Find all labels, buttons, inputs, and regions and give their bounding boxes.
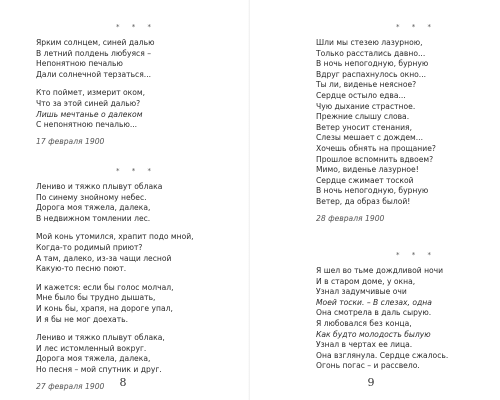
poem-line: Огонь погас – и рассвело. [316, 361, 420, 371]
poem-line: А там, далеко, из-за чащи лесной [36, 253, 172, 263]
poem-line: Прежние слышу слова. [316, 112, 410, 122]
poem-line: Слезы мешает с дождем... [316, 133, 424, 143]
poem-line: Ярким солнцем, синей далью [36, 38, 155, 47]
poem-line: Лениво и тяжко плывут облака [36, 182, 163, 191]
poem-line: В летний полдень любуяся – [36, 48, 152, 58]
poem-line: В ночь непогодную, бурную [316, 59, 429, 69]
poem-line: Мне было бы трудно дышать, [36, 293, 156, 303]
poem-line: Я любовался без конца, [316, 318, 412, 328]
poem-line: Непонятною печалью [36, 59, 123, 69]
poem-line: Узнал задумчивые очи [316, 287, 407, 297]
poem [36, 166, 236, 391]
poem-line: Лениво и тяжко плывут облака, [36, 333, 165, 343]
poem-body [316, 266, 500, 372]
poem-line: Когда-то родимый приют? [36, 242, 143, 252]
poem-line: И я бы не мог доехать. [36, 314, 129, 324]
poem-line: С непонятною печалью... [36, 120, 138, 130]
poem-body [36, 182, 236, 376]
poem-line: Но песня – мой спутник и друг. [36, 364, 162, 374]
poem-line: Шли мы стезею лазурною, [316, 38, 423, 47]
poem-line: Сердце сжимает тоской [316, 175, 414, 185]
poem-line: Хочешь обнять на прощание? [316, 143, 436, 153]
poem-date: 28 февраля 1900 [316, 213, 385, 223]
poem-line: По синему знойному небес. [36, 192, 147, 202]
poem-line: Мимо, виденье лазурное! [316, 165, 419, 175]
poem-line: Узнал в чертах ее лица. [316, 340, 413, 350]
poem-separator-stars: * * * [116, 167, 156, 175]
poem-line: Мой конь утомился, храпит подо мной, [36, 232, 194, 242]
poem-line: Дорога моя тяжела, далека, [36, 203, 151, 213]
poem-line: Она смотрела в даль сырую. [316, 308, 432, 318]
stanza-break [36, 275, 236, 283]
poem-line: Как будто молодость былую [316, 329, 431, 339]
poem-line: Дали солнечной терзаться... [36, 69, 152, 79]
poem-body [316, 38, 500, 208]
stanza-break [36, 224, 236, 232]
poem-separator-stars: * * * [116, 23, 156, 31]
poem [316, 250, 500, 372]
poem-line: Кто поймет, измерит оком, [36, 88, 146, 98]
poem-line: И конь бы, храпя, на дороге упал, [36, 303, 173, 313]
poem-line: Вдруг распахнулось окно... [316, 69, 427, 79]
poem-line: Ветер, да образ былой! [316, 196, 411, 206]
poem-separator-stars: * * * [396, 251, 436, 259]
poem-date: 17 февраля 1900 [36, 136, 105, 146]
poem-line: И в старом доме, у окна, [316, 276, 416, 286]
poem-line: В ночь непогодную, бурную [316, 186, 429, 196]
poem-line: В недвижном томлении лес. [36, 213, 151, 223]
poem-line: Она взглянула. Сердце сжалось. [316, 350, 449, 360]
poem-line: Какую-то песню поют. [36, 264, 127, 274]
poem-line: Дорога моя тяжела, далека, [36, 354, 151, 364]
poem-line: Что за этой синей далью? [36, 98, 141, 108]
poem-line: Чую дыхание страстное. [316, 101, 416, 111]
stanza-break [36, 80, 236, 88]
poem-line: Только расстались давно... [316, 48, 426, 58]
poem-line: Ты ли, виденье неясное? [316, 80, 417, 90]
poem-line: И кажется: если бы голос молчал, [36, 282, 174, 292]
poem-line: Лишь мечтанье о далеком [36, 109, 143, 119]
page-number: 9 [367, 376, 375, 389]
poem-line: Сердце остыло едва... [316, 90, 406, 100]
poem [36, 22, 236, 146]
poem-separator-stars: * * * [396, 23, 436, 31]
poem-line: Прошлое вспомнить вдвоем? [316, 154, 434, 164]
poem-date: 27 февраля 1900 [36, 381, 105, 391]
poem [316, 22, 500, 223]
page-number: 8 [119, 376, 127, 389]
poem-line: И лес истомленный вокруг. [36, 343, 147, 353]
poem-line: Моей тоски. – В слезах, одна [316, 297, 432, 307]
stanza-break [36, 325, 236, 333]
poem-line: Ветер уносит стенания, [316, 122, 413, 132]
right-page [250, 0, 500, 400]
poem-body [36, 38, 236, 131]
poem-line: Я шел во тьме дождливой ночи [316, 266, 444, 275]
